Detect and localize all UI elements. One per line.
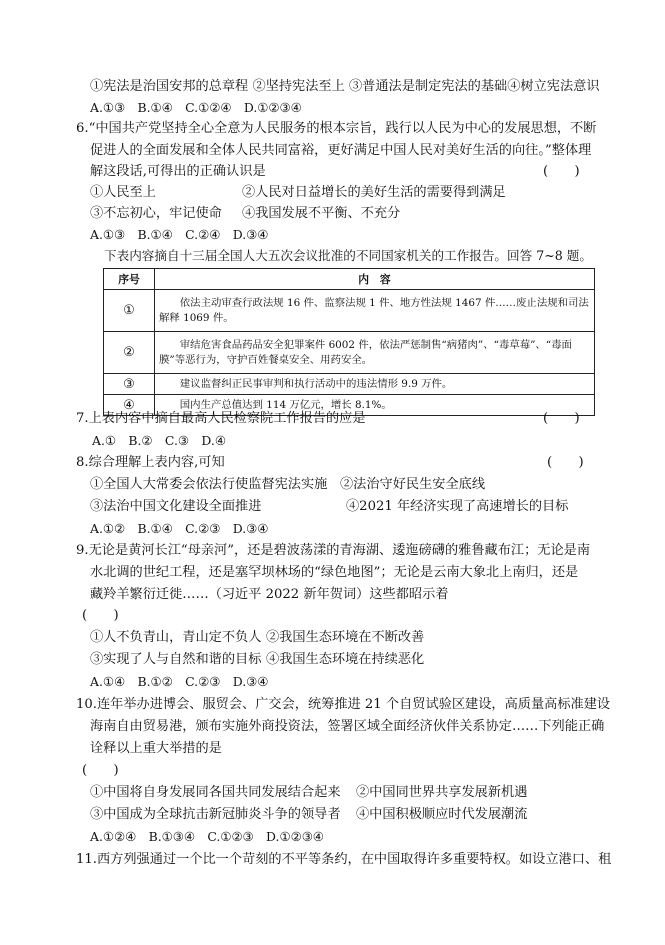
- table-row-no: ④: [104, 395, 155, 416]
- q10-option-3: ③中国成为全球抗击新冠肺炎斗争的领导者: [90, 807, 341, 822]
- q8-option-1: ①全国人大常委会依法行使监督宪法实施: [90, 477, 328, 492]
- table-row-text-content: 审结危害食品药品安全犯罪案件 6002 件，依法严惩制售“病猪肉”、“毒草莓”、“毒面膜”等恶行为，守护百姓餐桌安全、用药安全。: [159, 338, 572, 366]
- q9-stem-line-2: 水北调的世纪工程，还是塞罕坝林场的“绿色地图”；无论是云南大象北上南归，还是: [90, 565, 579, 580]
- table-row-text-content: 国内生产总值达到 114 万亿元，增长 8.1%。: [179, 398, 392, 411]
- q6-stem-line-1: 6.“中国共产党坚持全心全意为人民服务的根本宗旨，践行以人民为中心的发展思想，不断: [76, 121, 597, 136]
- q10-option-1: ①中国将自身发展同各国共同发展结合起来: [90, 785, 341, 800]
- q7-stem: 7.上表内容中摘自最高人民检察院工作报告的应是: [76, 411, 366, 426]
- table-row-text-content: 依法主动审查行政法规 16 件、监察法规 1 件、地方性法规 1467 件……废止法规和司法解释 1069 件。: [159, 296, 589, 324]
- q8-option-4: ④2021 年经济实现了高速增长的目标: [346, 499, 569, 514]
- q10-stem-line-3: 诠释以上重大举措的是: [90, 741, 222, 756]
- q11-stem-line-1: 11.西方列强通过一个比一个苛刻的不平等条约，在中国取得许多重要特权。如设立港口、租: [76, 852, 612, 867]
- q8-option-2: ②法治守好民生安全底线: [340, 477, 486, 492]
- table-row-no: ②: [104, 332, 155, 374]
- q7-answer-paren: ( ): [543, 411, 580, 426]
- q5-choices: A.①③ B.①④ C.①②④ D.①②③④: [90, 100, 302, 115]
- table-header-content: 内 容: [155, 269, 595, 290]
- q5-options-line: ①宪法是治国安邦的总章程 ②坚持宪法至上 ③普通法是制定宪法的基础④树立宪法意识: [90, 79, 600, 94]
- q9-option-2: ②我国生态环境在不断改善: [266, 630, 425, 645]
- q8-stem: 8.综合理解上表内容,可知: [76, 455, 225, 470]
- q6-answer-paren: ( ): [543, 164, 580, 179]
- q10-option-4: ④中国积极顺应时代发展潮流: [356, 807, 528, 822]
- q6-stem-line-3: 解这段话,可得出的正确认识是: [90, 164, 266, 179]
- q9-option-1: ①人不负青山，青山定不负人: [90, 630, 262, 645]
- table-intro: 下表内容摘自十三届全国人大五次会议批准的不同国家机关的工作报告。回答 7~8 题。: [104, 248, 592, 263]
- q10-option-2: ②中国同世界共享发展新机遇: [356, 785, 528, 800]
- q9-stem-line-3: 藏羚羊繁衍迁徙……（习近平 2022 新年贺词）这些都昭示着: [90, 587, 449, 602]
- q9-answer-paren: ( ): [82, 608, 119, 623]
- table-row-text: [155, 290, 595, 332]
- table-header-no: 序号: [104, 269, 155, 290]
- table-row: [104, 374, 595, 395]
- q9-option-4: ④我国生态环境在持续恶化: [266, 652, 425, 667]
- q6-option-1: ①人民至上: [90, 185, 156, 200]
- table-row-no: ①: [104, 290, 155, 332]
- report-table: [103, 268, 595, 416]
- table-row: [104, 290, 595, 332]
- q10-answer-paren: ( ): [82, 763, 119, 778]
- table-row-text-content: 建议监督纠正民事审判和执行活动中的违法情形 9.9 万件。: [179, 377, 453, 390]
- table-row-text: [155, 374, 595, 395]
- q6-option-2: ②人民对日益增长的美好生活的需要得到满足: [242, 185, 506, 200]
- q7-choices: A.① B.② C.③ D.④: [92, 433, 226, 448]
- table-header-row: [104, 269, 595, 290]
- table-row-text: [155, 332, 595, 374]
- q9-choices: A.①④ B.①② C.②③ D.③④: [90, 674, 269, 689]
- q6-option-4: ④我国发展不平衡、不充分: [242, 206, 401, 221]
- q8-choices: A.①② B.①④ C.②③ D.③④: [90, 521, 269, 536]
- q6-option-3: ③不忘初心，牢记使命: [90, 206, 222, 221]
- q8-answer-paren: ( ): [547, 455, 584, 470]
- q8-option-3: ③法治中国文化建设全面推进: [90, 499, 262, 514]
- q10-stem-line-1: 10.连年举办进博会、服贸会、广交会，统筹推进 21 个自贸试验区建设，高质量高标准建设: [76, 697, 611, 712]
- q9-stem-line-1: 9.无论是黄河长江“母亲河”，还是碧波荡漾的青海湖、逶迤磅礴的雅鲁藏布江；无论是南: [76, 543, 590, 558]
- table-row: [104, 332, 595, 374]
- q10-choices: A.①②④ B.①③④ C.①②③ D.①②③④: [90, 829, 324, 844]
- q6-stem-line-2: 促进人的全面发展和全体人民共同富裕，更好满足中国人民对美好生活的向往。”整体理: [90, 143, 592, 158]
- q6-choices: A.①③ B.①④ C.②④ D.③④: [90, 227, 269, 242]
- q10-stem-line-2: 海南自由贸易港，颁布实施外商投资法，签署区域全面经济伙伴关系协定……下列能正确: [90, 719, 605, 734]
- q9-option-3: ③实现了人与自然和谐的目标: [90, 652, 262, 667]
- table-row-no: ③: [104, 374, 155, 395]
